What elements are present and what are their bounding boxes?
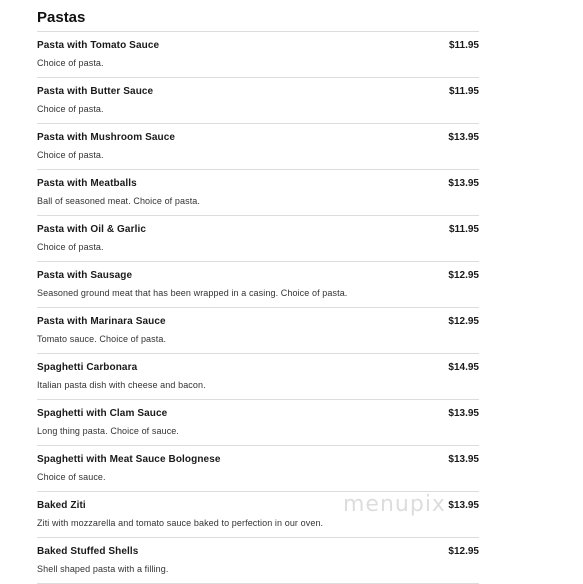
item-description: Choice of pasta.: [37, 242, 104, 252]
menu-item: [37, 124, 479, 170]
item-description: Choice of pasta.: [37, 58, 104, 68]
item-price: $11.95: [448, 86, 479, 97]
menu-page: [37, 0, 479, 584]
item-description: Shell shaped pasta with a filling.: [37, 564, 169, 574]
item-price: $14.95: [448, 362, 479, 373]
menu-item: [37, 446, 479, 492]
item-price: $13.95: [448, 500, 479, 511]
menu-item: [37, 78, 479, 124]
menu-item: [37, 262, 479, 308]
item-description: Choice of pasta.: [37, 104, 104, 114]
item-price: $11.95: [448, 40, 479, 51]
item-name: Pasta with Tomato Sauce: [37, 40, 160, 51]
menu-item: [37, 400, 479, 446]
item-price: $13.95: [448, 178, 479, 189]
item-description: Choice of sauce.: [37, 472, 106, 482]
item-name: Pasta with Butter Sauce: [37, 86, 154, 97]
item-name: Spaghetti with Clam Sauce: [37, 408, 168, 419]
item-description: Tomato sauce. Choice of pasta.: [37, 334, 167, 344]
item-name: Pasta with Marinara Sauce: [37, 316, 166, 327]
menu-item: [37, 216, 479, 262]
item-name: Pasta with Sausage: [37, 270, 133, 281]
item-name: Baked Ziti: [37, 500, 86, 511]
item-price: $11.95: [448, 224, 479, 235]
menu-item: [37, 492, 479, 538]
menu-item: [37, 538, 479, 584]
menu-item: [37, 308, 479, 354]
menu-item: [37, 170, 479, 216]
item-description: Ball of seasoned meat. Choice of pasta.: [37, 196, 200, 206]
item-price: $13.95: [448, 408, 479, 419]
item-description: Ziti with mozzarella and tomato sauce baked to perfection in our oven.: [37, 518, 324, 528]
item-description: Italian pasta dish with cheese and bacon.: [37, 380, 206, 390]
item-name: Pasta with Mushroom Sauce: [37, 132, 176, 143]
item-description: Choice of pasta.: [37, 150, 104, 160]
watermark-logo: menupix: [343, 492, 446, 517]
item-price: $12.95: [448, 316, 479, 327]
menu-item: [37, 354, 479, 400]
item-price: $13.95: [448, 132, 479, 143]
item-description: Seasoned ground meat that has been wrapped in a casing. Choice of pasta.: [37, 288, 348, 298]
item-name: Spaghetti Carbonara: [37, 362, 138, 373]
item-name: Pasta with Meatballs: [37, 178, 137, 189]
item-name: Pasta with Oil & Garlic: [37, 224, 146, 235]
item-price: $12.95: [448, 270, 479, 281]
item-name: Baked Stuffed Shells: [37, 546, 139, 557]
section-title: Pastas: [37, 9, 86, 26]
menu-item: [37, 32, 479, 78]
item-price: $13.95: [448, 454, 479, 465]
item-name: Spaghetti with Meat Sauce Bolognese: [37, 454, 221, 465]
item-description: Long thing pasta. Choice of sauce.: [37, 426, 179, 436]
menu-list: [37, 31, 479, 584]
item-price: $12.95: [448, 546, 479, 557]
